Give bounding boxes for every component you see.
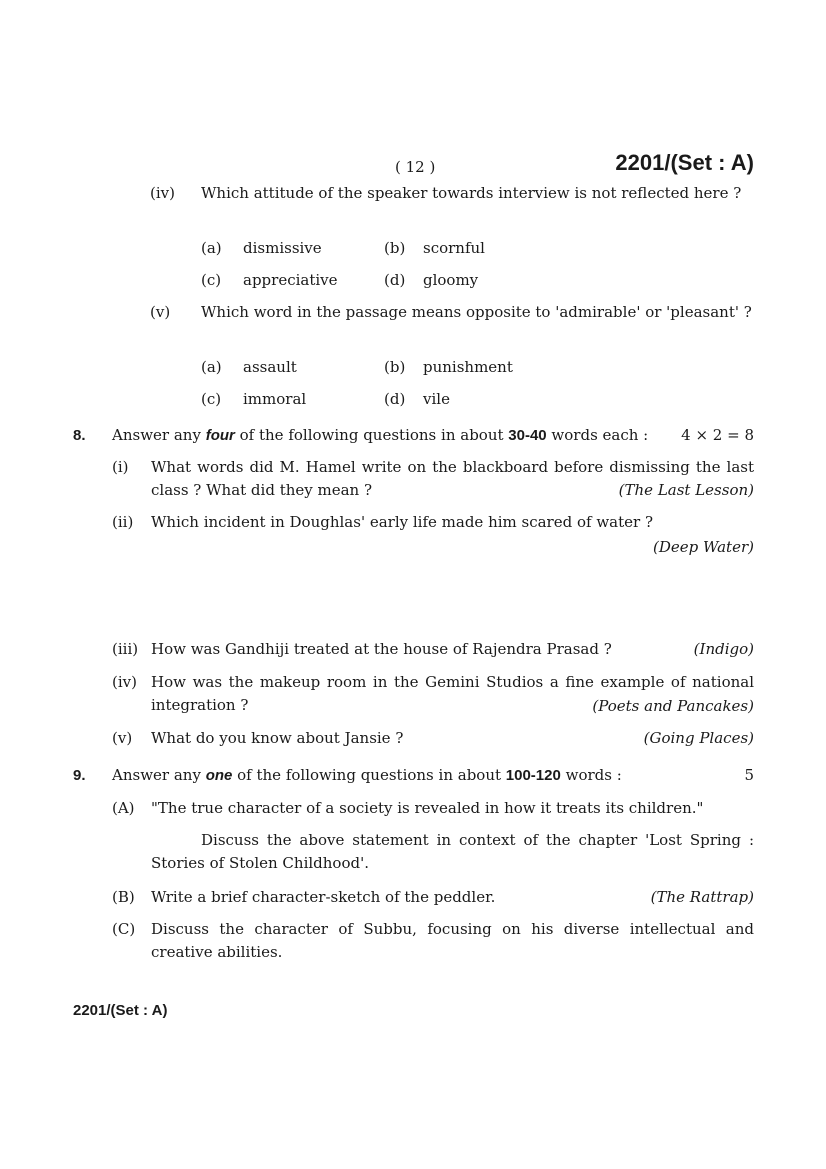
- q7-v-option-b-label: (b): [384, 358, 406, 376]
- q8-marks: 4 × 2 = 8: [681, 426, 754, 444]
- q9-instruction: [112, 764, 622, 787]
- q7-v-option-d: vile: [423, 390, 450, 408]
- q9-b-reference: (The Rattrap): [650, 888, 754, 906]
- q7-iv-option-c-label: (c): [201, 271, 222, 289]
- q7-v-question: Which word in the passage means opposite to 'admirable' or 'pleasant' ?: [201, 303, 752, 321]
- q8-iii-reference: (Indigo): [693, 640, 754, 658]
- q8-v-reference: (Going Places): [643, 729, 754, 747]
- q7-v-option-b: punishment: [423, 358, 513, 376]
- q7-iv-option-d-label: (d): [384, 271, 406, 289]
- q7-iv-option-a: dismissive: [243, 239, 322, 257]
- q8-iv-number: (iv): [112, 673, 137, 691]
- q9-c-question: Discuss the character of Subbu, focusing on his diverse intellectual and creative abilities.: [151, 920, 754, 961]
- q8-number: 8.: [73, 427, 86, 444]
- q7-v-option-c-label: (c): [201, 390, 222, 408]
- q7-iv-option-c: appreciative: [243, 271, 338, 289]
- q9-intro-post: words :: [560, 766, 622, 784]
- q7-v-option-a-label: (a): [201, 358, 222, 376]
- q8-intro-post: words each :: [546, 426, 649, 444]
- q8-ii-reference: (Deep Water): [653, 538, 754, 556]
- q7-iv-question: Which attitude of the speaker towards interview is not reflected here ?: [201, 184, 742, 202]
- q8-ii-question: Which incident in Doughlas' early life made him scared of water ?: [151, 513, 653, 531]
- q8-iii-question: How was Gandhiji treated at the house of Rajendra Prasad ?: [151, 640, 612, 658]
- q9-word-count: 100-120: [505, 767, 561, 784]
- q9-a-quote: "The true character of a society is revealed in how it treats its children.": [151, 799, 704, 817]
- q8-iv-reference: (Poets and Pancakes): [592, 697, 754, 715]
- q7-v-option-d-label: (d): [384, 390, 406, 408]
- q8-v-question: What do you know about Jansie ?: [151, 729, 404, 747]
- q9-intro-mid: of the following questions in about: [232, 766, 506, 784]
- q7-v-option-c: immoral: [243, 390, 307, 408]
- q9-number: 9.: [73, 767, 86, 784]
- q9-intro-pre: Answer any: [112, 766, 206, 784]
- q9-a-number: (A): [112, 799, 135, 817]
- q7-iv-option-b: scornful: [423, 239, 485, 257]
- q8-v-number: (v): [112, 729, 133, 747]
- q8-intro-emphasis: four: [205, 427, 235, 444]
- q9-c-number: (C): [112, 920, 136, 938]
- q9-marks: 5: [744, 766, 754, 784]
- q8-iv-question: How was the makeup room in the Gemini Studios a fine example of national integration ?: [151, 673, 754, 714]
- q7-iv-option-d: gloomy: [423, 271, 479, 289]
- q9-b-number: (B): [112, 888, 135, 906]
- q7-iv-option-b-label: (b): [384, 239, 406, 257]
- q9-intro-emphasis: one: [205, 767, 233, 784]
- q9-a-question: Discuss the above statement in context of the chapter 'Lost Spring : Stories of Stolen Childhood'.: [151, 831, 754, 872]
- q8-i-reference: (The Last Lesson): [618, 481, 754, 499]
- set-code-header: 2201/(Set : A): [615, 150, 754, 175]
- q7-iv-number: (iv): [150, 184, 175, 202]
- set-code-footer: 2201/(Set : A): [73, 1002, 168, 1019]
- page-number: ( 12 ): [395, 158, 436, 176]
- q7-v-number: (v): [150, 303, 171, 321]
- q8-word-count: 30-40: [508, 427, 547, 444]
- q8-ii-number: (ii): [112, 513, 134, 531]
- q8-intro-pre: Answer any: [112, 426, 206, 444]
- q8-intro-mid: of the following questions in about: [234, 426, 509, 444]
- q9-b-question: Write a brief character-sketch of the peddler.: [151, 888, 496, 906]
- q8-i-question: What words did M. Hamel write on the blackboard before dismissing the last class ? What did they mean ?: [151, 458, 754, 499]
- q7-v-option-a: assault: [243, 358, 297, 376]
- q7-iv-option-a-label: (a): [201, 239, 222, 257]
- q8-iii-number: (iii): [112, 640, 139, 658]
- q8-i-number: (i): [112, 458, 129, 476]
- q8-instruction: [112, 424, 648, 447]
